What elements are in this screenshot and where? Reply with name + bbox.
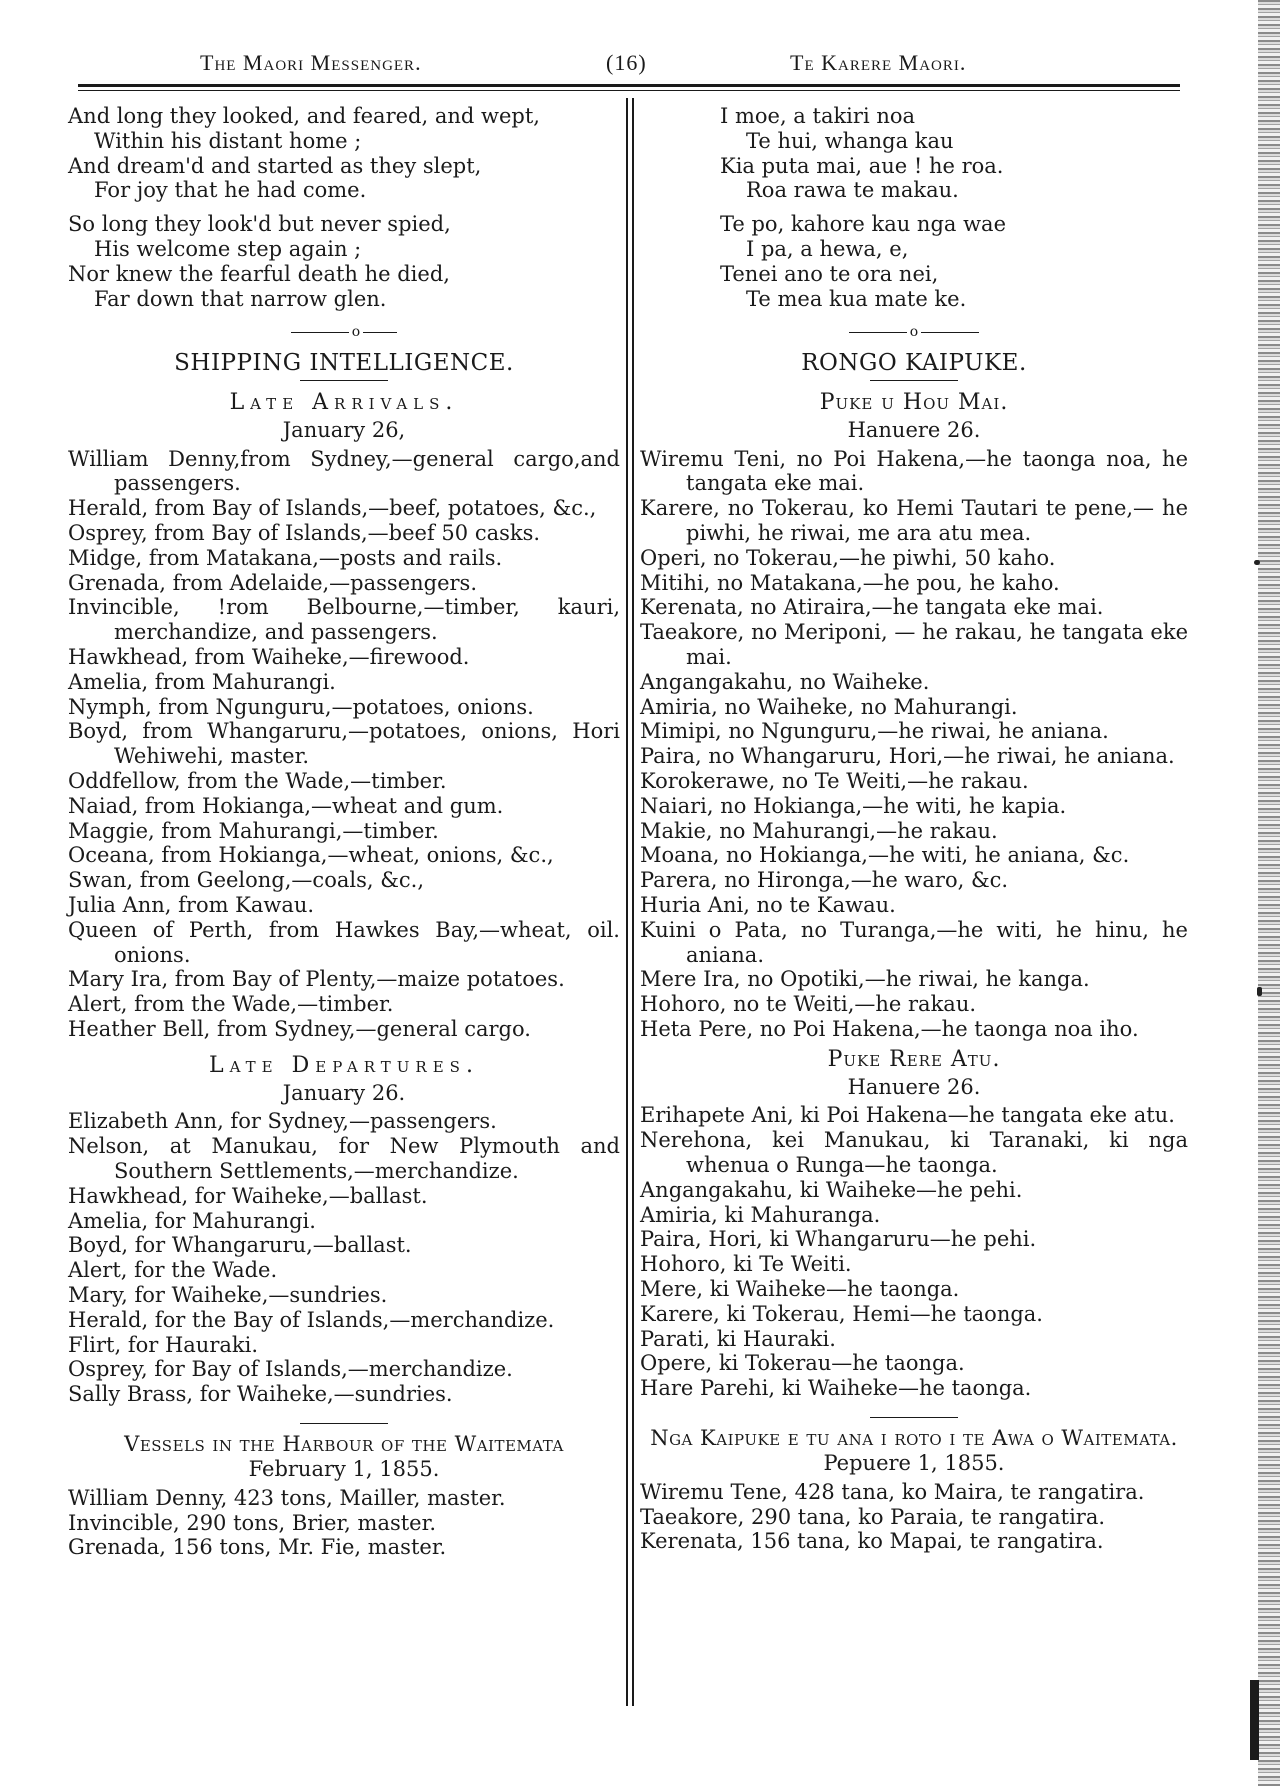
departures-list [640, 1103, 1188, 1401]
poem [640, 104, 1188, 311]
column-divider [626, 98, 628, 1706]
vessel-entry: Wiremu Tene, 428 tana, ko Maira, te rangatira. [640, 1479, 1145, 1504]
section-rule [870, 1417, 958, 1418]
vessel-entry: Grenada, 156 tons, Mr. Fie, master. [68, 1535, 447, 1560]
poem [68, 104, 620, 311]
header-rule-thick [78, 84, 1180, 87]
shipping-entry: Kuini o Pata, no Turanga,—he witi, he hinu, he aniana. [640, 917, 1188, 967]
departures-date: Hanuere 26. [847, 1074, 981, 1099]
shipping-entry: Amiria, ki Mahuranga. [640, 1202, 881, 1227]
shipping-entry: Parera, no Hironga,—he waro, &c. [640, 868, 1009, 893]
shipping-entry: Amelia, from Mahurangi. [68, 669, 336, 694]
poem-line: Within his distant home ; [94, 128, 362, 153]
shipping-entry: Mere Ira, no Opotiki,—he riwai, he kanga. [640, 967, 1090, 992]
shipping-entry: Naiad, from Hokianga,—wheat and gum. [68, 793, 504, 818]
shipping-entry: Hohoro, ki Te Weiti. [640, 1252, 852, 1277]
vessel-entry: Taeakore, 290 tana, ko Paraia, te rangatira. [640, 1504, 1106, 1529]
shipping-entry: Alert, from the Wade,—timber. [68, 992, 394, 1017]
section-rule [300, 1423, 388, 1424]
section-title: SHIPPING INTELLIGENCE. [174, 350, 514, 377]
shipping-entry: Erihapete Ani, ki Poi Hakena—he tangata eke atu. [640, 1103, 1175, 1128]
shipping-entry: Maggie, from Mahurangi,—timber. [68, 818, 439, 843]
shipping-entry: Julia Ann, from Kawau. [68, 893, 315, 917]
page-number: (16) [606, 50, 647, 75]
poem-line: Te po, kahore kau nga wae [720, 212, 1007, 237]
shipping-entry: Paira, Hori, ki Whangaruru—he pehi. [640, 1227, 1037, 1252]
poem-line: Te mea kua mate ke. [746, 286, 967, 311]
arrivals-date: Hanuere 26. [847, 417, 981, 442]
poem-line: Nor knew the fearful death he died, [68, 261, 450, 286]
section-separator: o [640, 320, 1188, 345]
shipping-entry: Boyd, from Whangaruru,—potatoes, onions, Hori Wehiwehi, master. [68, 719, 620, 769]
harbour-heading: Nga Kaipuke e tu ana i roto i te Awa o Waitemata. [650, 1425, 1178, 1450]
poem-stanza [68, 212, 620, 311]
shipping-entry: Sally Brass, for Waiheke,—sundries. [68, 1382, 453, 1407]
shipping-entry: Makie, no Mahurangi,—he rakau. [640, 818, 998, 843]
shipping-entry: Heta Pere, no Poi Hakena,—he taonga noa iho. [640, 1016, 1139, 1041]
section-separator: o [68, 320, 620, 345]
arrivals-heading: Late Arrivals. [229, 390, 459, 416]
shipping-entry: Opere, ki Tokerau—he taonga. [640, 1351, 965, 1376]
shipping-entry: Parati, ki Hauraki. [640, 1326, 836, 1351]
harbour-date: February 1, 1855. [248, 1456, 440, 1481]
header-english-title: The Maori Messenger. [200, 50, 422, 75]
vessel-entry: William Denny, 423 tons, Mailler, master. [68, 1485, 506, 1510]
shipping-entry: Herald, for the Bay of Islands,—merchandize. [68, 1307, 555, 1332]
shipping-entry: Karere, ki Tokerau, Hemi—he taonga. [640, 1301, 1043, 1326]
scan-edge-artifact [1258, 0, 1280, 1786]
header-rule-thin [78, 90, 1180, 91]
english-column [68, 104, 620, 1560]
shipping-entry: Osprey, for Bay of Islands,—merchandize. [68, 1357, 513, 1382]
poem-line: And long they looked, and feared, and wept, [68, 104, 540, 128]
shipping-entry: Oceana, from Hokianga,—wheat, onions, &c., [68, 843, 554, 868]
shipping-entry: Elizabeth Ann, for Sydney,—passengers. [68, 1109, 497, 1134]
shipping-entry: Moana, no Hokianga,—he witi, he aniana, &c. [640, 843, 1130, 868]
shipping-entry: Paira, no Whangaruru, Hori,—he riwai, he aniana. [640, 744, 1175, 769]
harbour-heading: Vessels in the Harbour of the Waitemata [124, 1431, 564, 1456]
scan-mark [1257, 987, 1262, 996]
shipping-entry: Oddfellow, from the Wade,—timber. [68, 769, 447, 794]
shipping-entry: Swan, from Geelong,—coals, &c., [68, 868, 425, 893]
poem-stanza [68, 104, 620, 203]
shipping-entry: Queen of Perth, from Hawkes Bay,—wheat, oil. onions. [68, 917, 620, 967]
poem-line: Kia puta mai, aue ! he roa. [720, 153, 1004, 178]
shipping-entry: Mimipi, no Ngunguru,—he riwai, he aniana. [640, 719, 1109, 744]
departures-list [68, 1109, 620, 1407]
shipping-entry: Invincible, !rom Belbourne,—timber, kauri, merchandize, and passengers. [68, 595, 620, 645]
shipping-entry: Flirt, for Hauraki. [68, 1332, 258, 1357]
shipping-entry: Nymph, from Ngunguru,—potatoes, onions. [68, 694, 534, 719]
poem-line: I pa, a hewa, e, [746, 236, 909, 261]
vessel-entry: Invincible, 290 tons, Brier, master. [68, 1510, 437, 1535]
vessels-list [68, 1486, 620, 1560]
poem-line: Far down that narrow glen. [94, 286, 387, 311]
shipping-entry: Boyd, for Whangaruru,—ballast. [68, 1233, 412, 1258]
shipping-entry: Amiria, no Waiheke, no Mahurangi. [640, 694, 1018, 719]
poem-line: His welcome step again ; [94, 236, 362, 261]
shipping-entry: Amelia, for Mahurangi. [68, 1208, 316, 1233]
poem-line: Roa rawa te makau. [746, 178, 959, 203]
shipping-entry: Karere, no Tokerau, ko Hemi Tautari te pene,— he piwhi, he riwai, me ara atu mea. [640, 496, 1188, 546]
shipping-entry: Nelson, at Manukau, for New Plymouth and Southern Settlements,—merchandize. [68, 1134, 620, 1183]
departures-heading: Puke Rere Atu. [827, 1046, 1001, 1072]
shipping-entry: Mere, ki Waiheke—he taonga. [640, 1276, 960, 1301]
shipping-entry: Midge, from Matakana,—posts and rails. [68, 545, 503, 570]
poem-line: I moe, a takiri noa [720, 104, 916, 128]
maori-column [640, 104, 1188, 1554]
shipping-entry: Naiari, no Hokianga,—he witi, he kapia. [640, 793, 1067, 818]
shipping-entry: Mary Ira, from Bay of Plenty,—maize potatoes. [68, 967, 565, 992]
section-title: RONGO KAIPUKE. [801, 350, 1027, 377]
poem-line: Tenei ano te ora nei, [720, 261, 939, 286]
column-divider [632, 98, 634, 1706]
header-maori-title: Te Karere Maori. [790, 50, 967, 75]
shipping-entry: Hohoro, no te Weiti,—he rakau. [640, 992, 977, 1017]
scan-mark [1250, 1680, 1259, 1760]
shipping-entry: Kerenata, no Atiraira,—he tangata eke mai. [640, 595, 1104, 620]
shipping-entry: Heather Bell, from Sydney,—general cargo. [68, 1016, 531, 1041]
shipping-entry: Hawkhead, for Waiheke,—ballast. [68, 1183, 428, 1208]
title-underline [870, 380, 958, 381]
shipping-entry: Operi, no Tokerau,—he piwhi, 50 kaho. [640, 545, 1056, 570]
shipping-entry: Nerehona, kei Manukau, ki Taranaki, ki nga whenua o Runga—he taonga. [640, 1128, 1188, 1177]
vessel-entry: Kerenata, 156 tana, ko Mapai, te rangatira. [640, 1529, 1104, 1554]
departures-heading: Late Departures. [209, 1052, 479, 1078]
poem-line: For joy that he had come. [94, 178, 367, 203]
title-underline [300, 380, 388, 381]
shipping-entry: Angangakahu, ki Waiheke—he pehi. [640, 1177, 1023, 1202]
poem-line: So long they look'd but never spied, [68, 212, 451, 237]
arrivals-list [68, 447, 620, 1042]
shipping-entry: Mary, for Waiheke,—sundries. [68, 1282, 388, 1307]
vessels-list [640, 1480, 1188, 1554]
shipping-entry: Hare Parehi, ki Waiheke—he taonga. [640, 1376, 1032, 1401]
shipping-entry: Huria Ani, no te Kawau. [640, 893, 896, 917]
scan-mark [1254, 560, 1260, 565]
shipping-entry: Taeakore, no Meriponi, — he rakau, he tangata eke mai. [640, 620, 1188, 670]
shipping-entry: Herald, from Bay of Islands,—beef, potatoes, &c., [68, 496, 597, 521]
poem-line: And dream'd and started as they slept, [68, 153, 482, 178]
arrivals-list [640, 447, 1188, 1042]
shipping-entry: Wiremu Teni, no Poi Hakena,—he taonga noa, he tangata eke mai. [640, 446, 1188, 496]
shipping-entry: Korokerawe, no Te Weiti,—he rakau. [640, 769, 1029, 794]
shipping-entry: Angangakahu, no Waiheke. [640, 669, 930, 694]
shipping-entry: Mitihi, no Matakana,—he pou, he kaho. [640, 570, 1060, 595]
harbour-date: Pepuere 1, 1855. [823, 1450, 1005, 1475]
poem-stanza [720, 104, 1188, 203]
shipping-entry: Grenada, from Adelaide,—passengers. [68, 570, 478, 595]
poem-stanza [720, 212, 1188, 311]
arrivals-date: January 26, [282, 417, 406, 442]
shipping-entry: Alert, for the Wade. [68, 1258, 278, 1283]
arrivals-heading: Puke u Hou Mai. [819, 390, 1009, 416]
shipping-entry: Osprey, from Bay of Islands,—beef 50 casks. [68, 521, 541, 546]
departures-date: January 26. [282, 1080, 406, 1105]
poem-line: Te hui, whanga kau [746, 128, 954, 153]
shipping-entry: Hawkhead, from Waiheke,—firewood. [68, 645, 470, 670]
shipping-entry: William Denny,from Sydney,—general cargo,and passengers. [68, 446, 620, 496]
